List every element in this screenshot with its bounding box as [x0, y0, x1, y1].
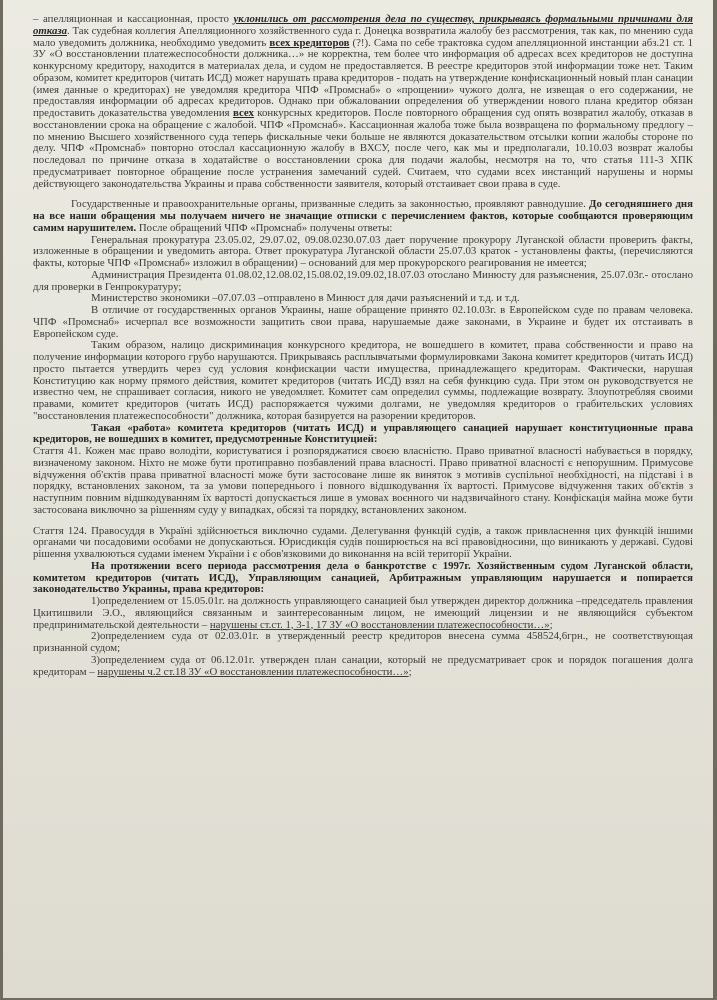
- paragraph-article-124: Стаття 124. Правосуддя в Україні здійснюється виключно судами. Делегування функцій судів, а також привласнення цих функцій іншими органами чи посадовими особами не допускаються. Юрисдикція судів поширюється на всі правовідносини, що виникають у державі. Судові рішення ухвалюються судами іменем України і є обов'язковими до виконання на всій території України.: [33, 524, 693, 560]
- list-item: 1)определением от 15.05.01г. на должность управляющего санацией был утвержден директор должника –председатель правления Цкитишвили Э.О., являющийся связанным и заинтересованным лицом, не имеющий лицензии и не являющийся субъектом предпринимательской деятельности – нарушены ст.ст. 1, 3-1, 17 ЗУ «О восстановлении платежеспособности…»;: [33, 595, 693, 631]
- emphasis-all-creditors: всех кредиторов: [269, 36, 350, 49]
- document-text: [33, 14, 693, 678]
- paragraph-prosecutor: Генеральная прокуратура 23.05.02, 29.07.02, 09.08.0230.07.03 дает поручение прокурору Луганской области проверить факты, изложенные в обращении и уведомить автора. Ответ прокуратура Луганской области 25.07.03 краток - установлены факты, (перечисляются факты, которые ЧПФ «Промснаб» изложил в обращении) – оснований для мер прокурорского реагирования не имеется;: [33, 233, 693, 269]
- paragraph-discrimination: Таким образом, налицо дискриминация конкурсного кредитора, не вошедшего в комитет, права собственности и право на получение информации которого грубо нарушаются. Прикрываясь расплывчатыми формулировками Закона комитет кредиторов (читать ИСД) просто пытается утвердить через суд условия конфискации части имущества, принадлежащего кредиторам. Фактически, нарушая Конституцию как норму прямого действия, комитет кредиторов (читать ИСД) взял на себя функцию суда. При этом он руководствуется не известно чем, не спрашивает согласия, никого не уведомляет. Комитет сам определил суммы, подлежащие возврату. Злоупотребляя своими правами, комитет кредиторов (читать ИСД) распоряжается чужими долгами, не уведомляя кредиторов о грабительских условиях "восстановления платежеспособности" должника, которая базируется на разорении кредиторов.: [33, 339, 693, 422]
- paragraph-european-court: В отличие от государственных органов Украины, наше обращение принято 02.10.03г. в Европейском суде по правам человека. ЧПФ «Промснаб» исчерпал все возможности защитить свои права, нарушаемые даже законами, в Украине и будет их отстаивать в Европейском суде.: [33, 304, 693, 340]
- paragraph-appeal-courts: – апелляционная и кассационная, просто уклонились от рассмотрения дела по существу, прикрываясь формальными причинами для отказа. Так судебная коллегия Апелляционного хозяйственного суда г. Донецка возвратила жалобу без рассмотрения, так как, по мнению суда мало уведомить должника, необходимо уведомить всех кредиторов (?!). Сама по себе трактовка судом апелляционной инстанции абз.21 ст. 1 ЗУ «О восстановлении платежеспособности должника…» не корректна, тем более что информация об адресах всех кредиторов не доступна конкурсному кредитору, находится в материалах дела, и судом не предоставляется. В реестре кредиторов этой информации тоже нет. Таким образом, комитет кредиторов (читать ИСД) может нарушать права кредиторов - подать на утверждение конфискационный новый план санации (имея данные о кредиторах) не уведомляя кредитора ЧПФ «Промснаб» о «прощении» чужого долга, не извещая о его содержании, не предоставляя информации об адресах кредиторов. Однако при обжаловании определения об утверждении нового плана кредитор обязан предоставить доказательства уведомления всех конкурсных кредиторов. После повторного обращения суд опять возвратил жалобу, отказав в восстановлении срока на обращение с жалобой. ЧПФ «Промснаб». Кассационная жалоба тоже была возвращена по формальному предлогу – по мнению Высшего хозяйственного суда теперь фискальные чеки больше не являются доказательством отсылки копии жалобы стороне по делу. ЧПФ «Промснаб» повторно отослал кассационную жалобу в ВХСУ, после чего, как мы и предполагали, 10.10.03 возврат жалобы последовал по причине отказа в ходатайстве о восстановлении срока для подачи жалобы, несмотря на то, что статья 111-3 ХПК предусматривает повторное обращение после устранения замечаний судей. Считаем, что судами всех инстанций нарушены и нормы действующего законодательства Украины и права собственности заявителя, который отстаивает свои права в суде.: [33, 13, 694, 190]
- paragraph-president-admin: Администрация Президента 01.08.02,12.08.02,15.08.02,19.09.02,18.07.03 отослано Минюсту для разъяснения, 25.07.03г.- отослано для проверки в Генпрокуратуру;: [33, 268, 693, 293]
- paragraph-article-41: Стаття 41. Кожен має право володіти, користуватися і розпоряджатися своєю власністю. Право приватної власності набувається в порядку, визначеному законом. Ніхто не може бути протиправно позбавлений права власності. Право приватної власності є непорушним. Примусове відчуження об'єктів права приватної власності може бути застосоване лише як виняток з мотивів суспільної необхідності, на підставі і в порядку, встановлених законом, та за умови попереднього і повного відшкодування їх вартості. Примусове відчуження таких об'єктів з наступним повним відшкодуванням їх вартості допускається лише в умовах воєнного чи надзвичайного стану. Конфіскація майна може бути застосована виключно за рішенням суду у випадках, обсязі та порядку, встановлених законом.: [33, 445, 693, 516]
- list-item: 3)определением суда от 06.12.01г. утвержден план санации, который не предусматривает срок и порядок погашения долга кредиторам – нарушены ч.2 ст.18 ЗУ «О восстановлении платежеспособности…»;: [33, 653, 693, 678]
- paragraph-constitution-heading: Такая «работа» комитета кредиторов (читать ИСД) и управляющего санацией нарушает конституционные права кредиторов, не вошедших в комитет, предусмотренные Конституцией:: [33, 421, 693, 446]
- emphasis-evasion: уклонились от рассмотрения дела по существу, прикрываясь формальными причинами для отказа: [33, 13, 693, 37]
- paragraph-bankruptcy-heading: На протяжении всего периода рассмотрения дела о банкротстве с 1997г. Хозяйственным судом Луганской области, комитетом кредиторов (читать ИСД), Управляющим санацией, Арбитражным управляющим нарушается и попирается законодательство Украины, права кредиторов:: [33, 559, 693, 596]
- document-page: [3, 0, 713, 998]
- law-reference: нарушены ст.ст. 1, 3-1, 17 ЗУ «О восстановлении платежеспособности…»: [209, 618, 550, 631]
- emphasis-all: всех: [233, 107, 254, 119]
- law-reference: нарушены ч.2 ст.18 ЗУ «О восстановлении платежеспособности…»: [97, 665, 409, 678]
- emphasis-formal-replies: До сегодняшнего дня на все наши обращения мы получаем ничего не значащие отписки с перечислением фактов, которые сообщаются проверяющим самим нарушителем.: [33, 198, 693, 234]
- paragraph-state-bodies: Государственные и правоохранительные органы, призванные следить за законностью, проявляют равнодушие. До сегодняшнего дня на все наши обращения мы получаем ничего не значащие отписки с перечислением фактов, которые сообщаются проверяющим самим нарушителем. После обращений ЧПФ «Промснаб» получены ответы:: [33, 198, 693, 234]
- paragraph-ministry-economy: Министерство экономики –07.07.03 –отправлено в Минюст для дачи разъяснений и т.д. и т.д.: [91, 292, 520, 305]
- list-item: 2)определением суда от 02.03.01г. в утвержденный реестр кредиторов внесена сумма 458524,6грн., не соответствующая признанной судом;: [33, 630, 693, 654]
